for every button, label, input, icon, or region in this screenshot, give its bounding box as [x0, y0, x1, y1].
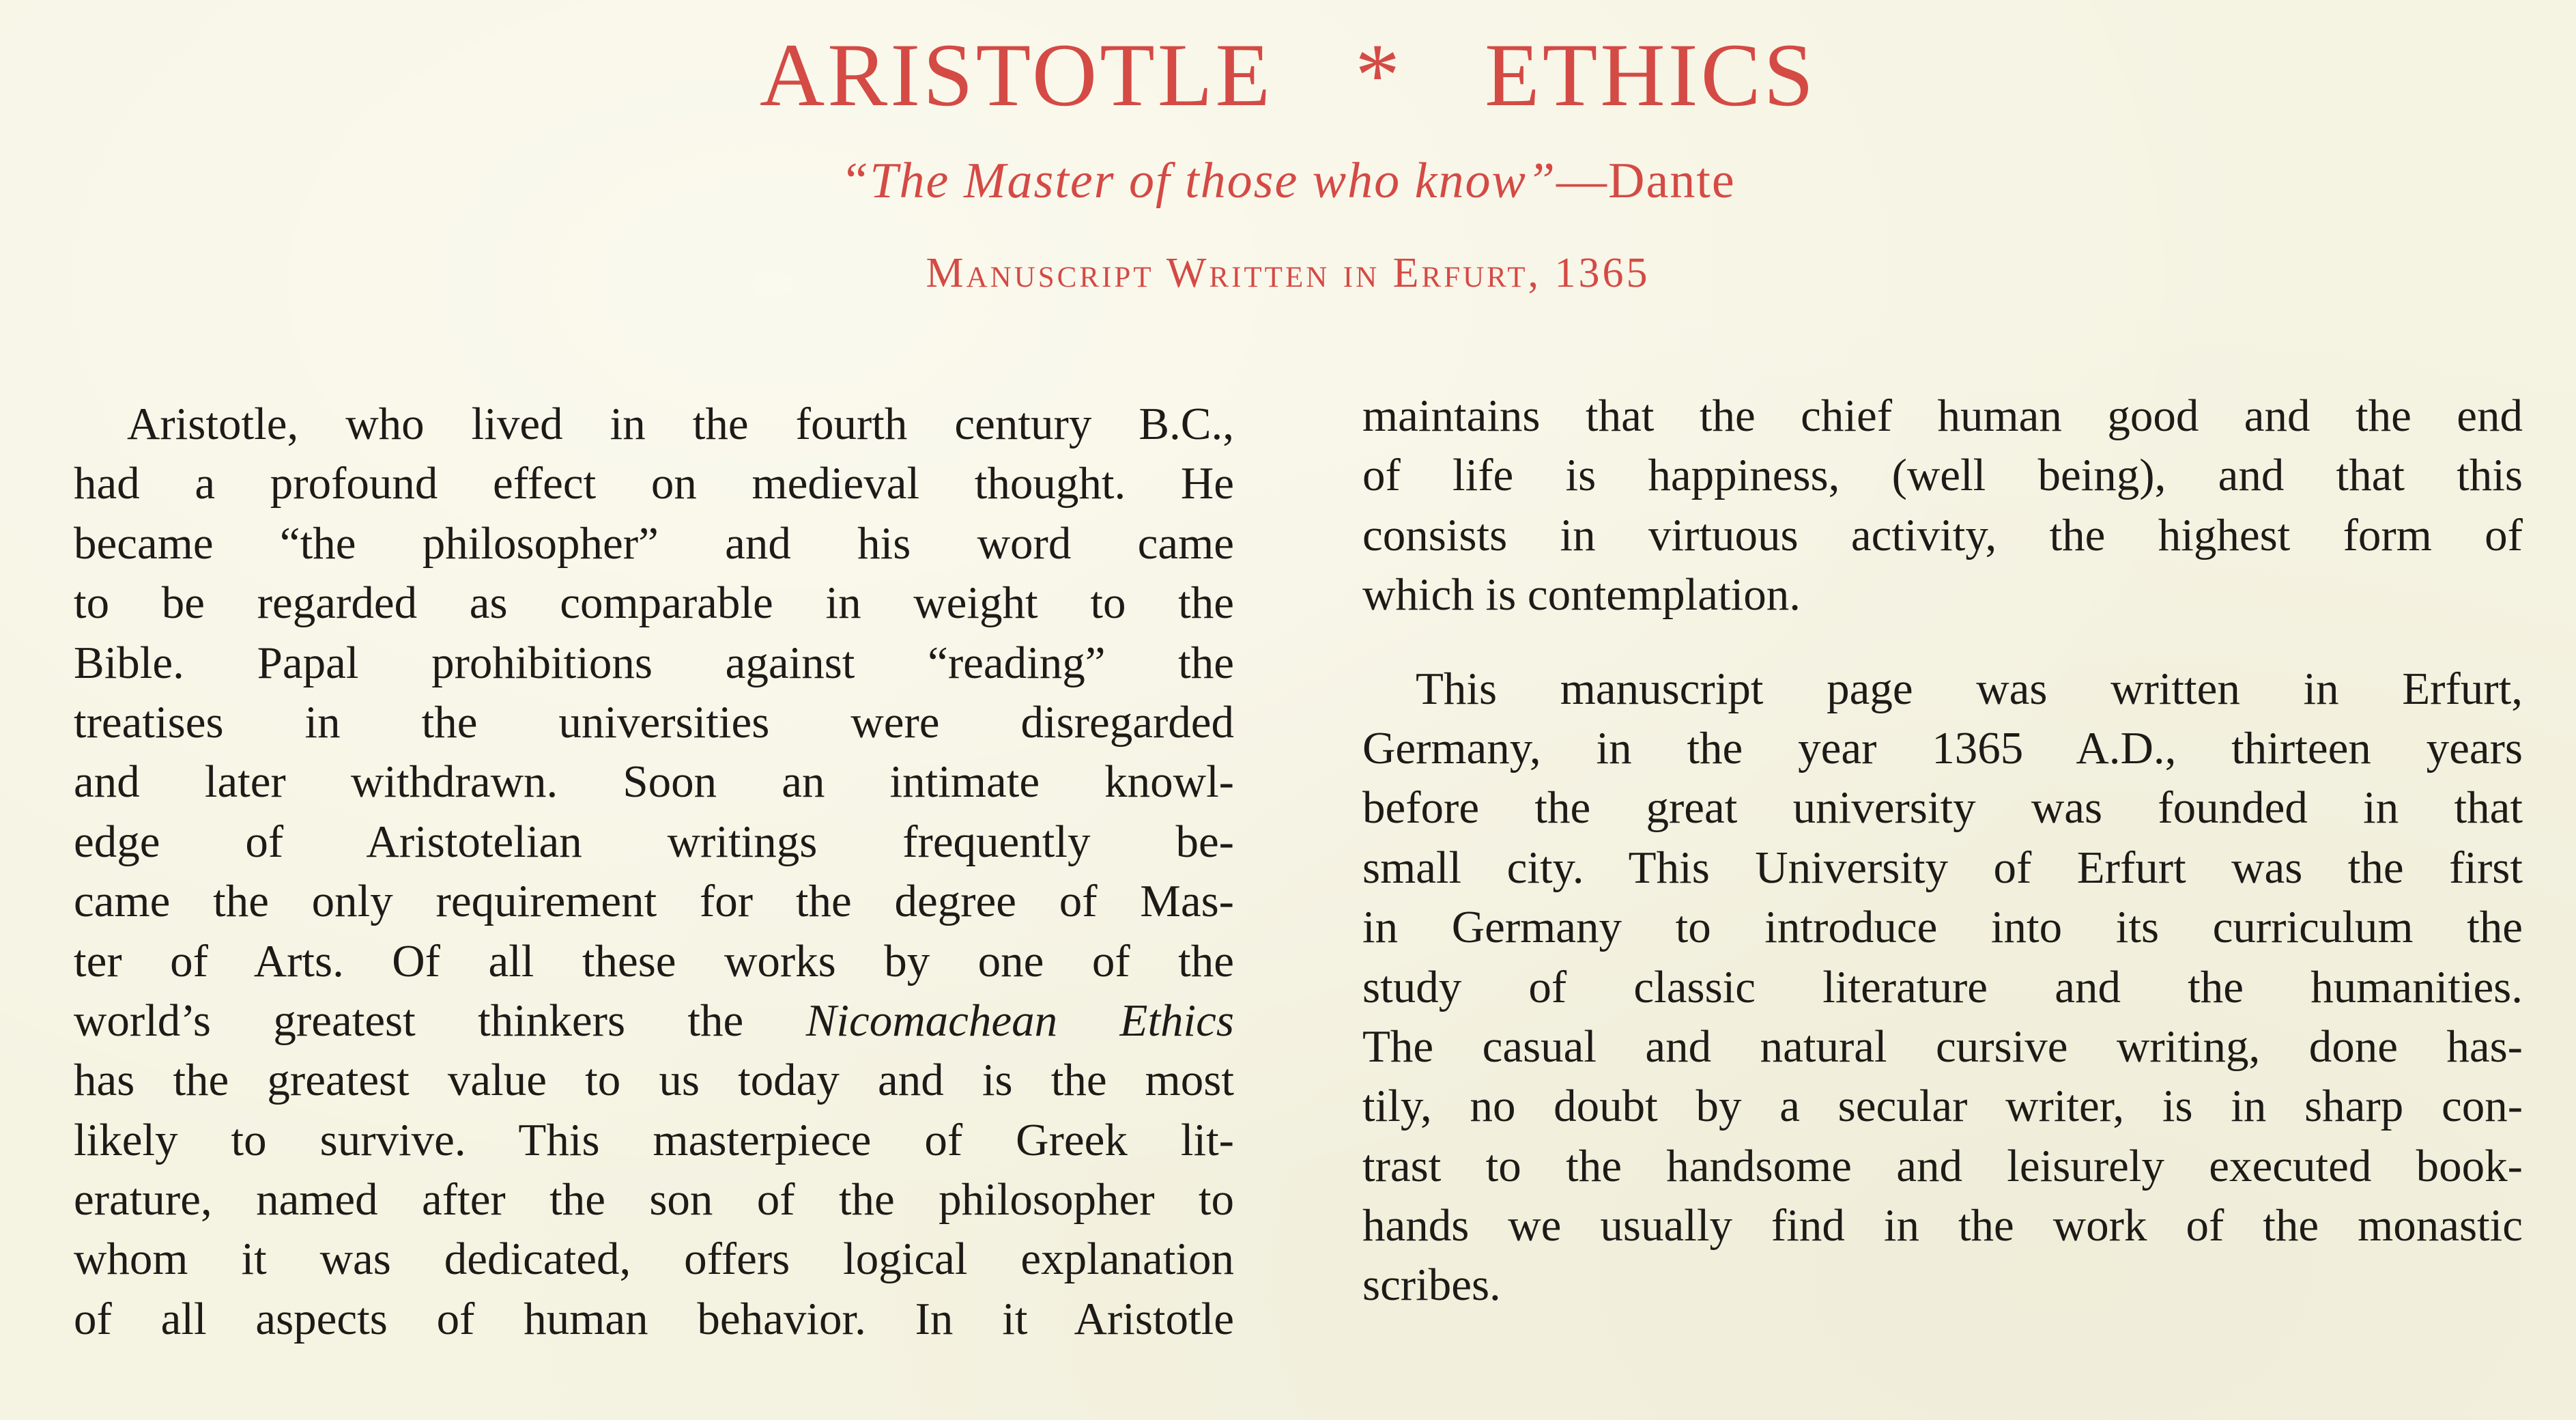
text-line: trast to the handsome and leisurely executed book- — [1362, 1140, 2523, 1191]
text-line: small city. This University of Erfurt was the first — [1362, 842, 2523, 893]
title-separator: * — [1355, 25, 1403, 125]
text-line: whom it was dedicated, offers logical explanation — [74, 1234, 1234, 1285]
left-column — [74, 395, 1234, 1349]
text-line: edge of Aristotelian writings frequently be- — [74, 816, 1234, 867]
right-column — [1362, 386, 2523, 1316]
text-line: of life is happiness, (well being), and that this — [1362, 450, 2523, 501]
text-line: The casual and natural cursive writing, done has- — [1362, 1021, 2523, 1072]
text-line: of all aspects of human behavior. In it Aristotle — [74, 1293, 1234, 1344]
epigraph-author: —Dante — [1556, 153, 1736, 209]
italic-book-title: Nicomachean Ethics — [805, 995, 1234, 1046]
text-line: This manuscript page was written in Erfurt, — [1416, 663, 2523, 714]
text-line: consists in virtuous activity, the highest form of — [1362, 509, 2523, 560]
page-title — [0, 20, 2576, 130]
manuscript-caption: Manuscript Written in Erfurt, 1365 — [926, 250, 1650, 296]
title-ethics: ETHICS — [1485, 25, 1817, 125]
text-line: became “the philosopher” and his word came — [74, 517, 1234, 569]
text-line: likely to survive. This masterpiece of Greek lit- — [74, 1114, 1234, 1165]
text-line: before the great university was founded in that — [1362, 782, 2523, 834]
paragraph-gap — [1362, 625, 2523, 659]
title-aristotle: ARISTOTLE — [759, 25, 1274, 125]
text-line-with-title — [74, 991, 1234, 1051]
text-line: and later withdrawn. Soon an intimate knowl- — [74, 756, 1234, 808]
text-line: scribes. — [1362, 1260, 1501, 1311]
text-line: in Germany to introduce into its curriculum the — [1362, 902, 2523, 953]
text-line: study of classic literature and the humanities. — [1362, 961, 2523, 1012]
epigraph — [0, 147, 2576, 215]
text-line: Germany, in the year 1365 A.D., thirteen years — [1362, 722, 2523, 773]
text-line: had a profound effect on medieval thought. He — [74, 458, 1234, 509]
text-line: to be regarded as comparable in weight to the — [74, 578, 1234, 629]
text-line: came the only requirement for the degree of Mas- — [74, 876, 1234, 927]
text-line: hands we usually find in the work of the monastic — [1362, 1200, 2523, 1251]
text-line: Aristotle, who lived in the fourth century B.C., — [127, 399, 1234, 449]
text-line: erature, named after the son of the philosopher to — [74, 1174, 1234, 1225]
text-line: ter of Arts. Of all these works by one of the — [74, 935, 1234, 986]
text-line: which is contemplation. — [1362, 569, 1801, 621]
text-line: maintains that the chief human good and the end — [1362, 390, 2523, 441]
text-line: Bible. Papal prohibitions against “reading” the — [74, 637, 1234, 688]
text-line: tily, no doubt by a secular writer, is in sharp con- — [1362, 1081, 2523, 1132]
text-line: treatises in the universities were disregarded — [74, 696, 1234, 748]
text-line: world’s greatest thinkers the — [74, 995, 744, 1046]
text-line: has the greatest value to us today and is the most — [74, 1055, 1234, 1106]
epigraph-quote: “The Master of those who know” — [840, 153, 1557, 209]
